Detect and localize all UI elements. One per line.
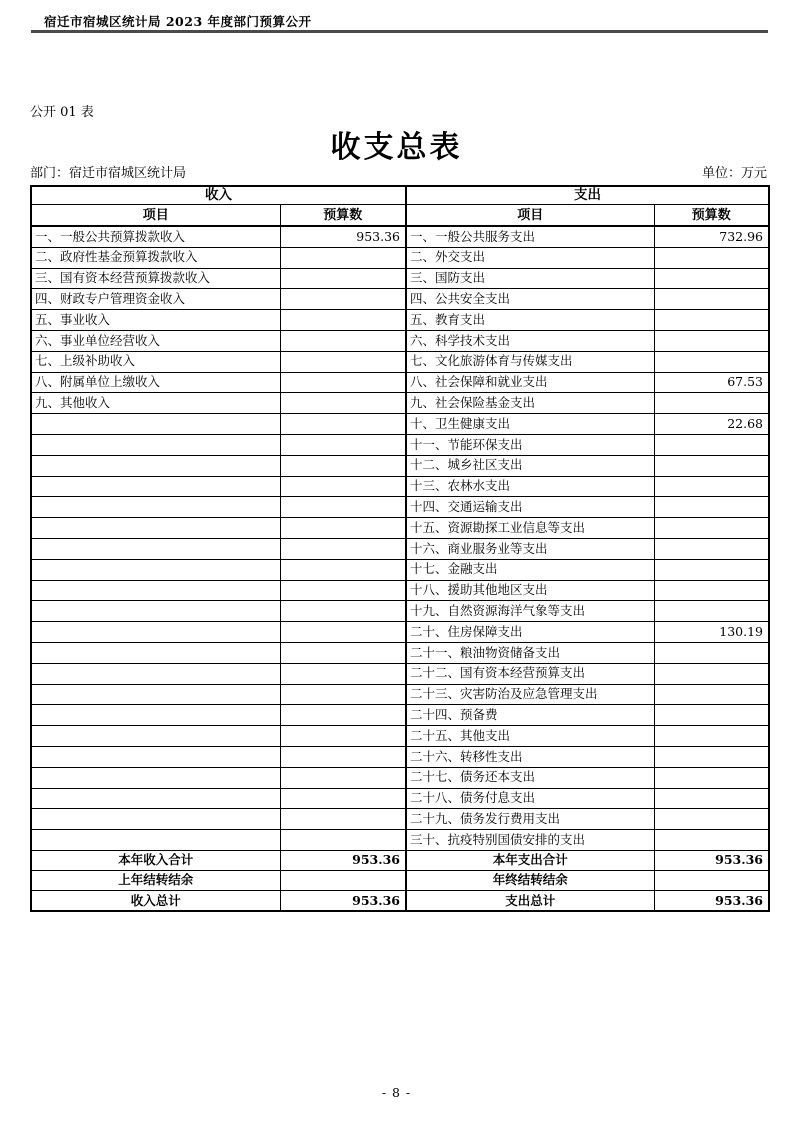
table-row	[31, 788, 769, 809]
expense-budget-cell	[654, 289, 769, 310]
expense-budget-cell: 67.53	[654, 372, 769, 393]
table-row	[31, 684, 769, 705]
income-total-label-cell: 本年收入合计	[31, 850, 280, 870]
table-row	[31, 247, 769, 268]
document-header-text: 宿迁市宿城区统计局 2023 年度部门预算公开	[44, 14, 312, 29]
meta-row	[30, 162, 767, 181]
table-row	[31, 310, 769, 331]
table-row	[31, 476, 769, 497]
expense-item-cell: 八、社会保障和就业支出	[406, 372, 654, 393]
expense-item-cell: 二十三、灾害防治及应急管理支出	[406, 684, 654, 705]
expense-item-cell: 四、公共安全支出	[406, 289, 654, 310]
table-total-row	[31, 850, 769, 870]
income-budget-cell	[280, 289, 406, 310]
expense-budget-cell	[654, 518, 769, 539]
expense-item-cell: 一、一般公共服务支出	[406, 226, 654, 247]
expense-budget-cell	[654, 580, 769, 601]
income-item-column-header: 项目	[31, 205, 280, 227]
income-total-value-cell: 953.36	[280, 891, 406, 912]
income-budget-cell	[280, 330, 406, 351]
expense-item-cell: 三、国防支出	[406, 268, 654, 289]
table-row	[31, 809, 769, 830]
expense-budget-cell	[654, 559, 769, 580]
section-header-row	[31, 186, 769, 205]
expense-item-cell: 二十八、债务付息支出	[406, 788, 654, 809]
income-budget-cell	[280, 663, 406, 684]
expense-budget-column-header: 预算数	[654, 205, 769, 227]
expense-item-cell: 二十七、债务还本支出	[406, 767, 654, 788]
expense-budget-cell	[654, 726, 769, 747]
income-item-cell: 三、国有资本经营预算拨款收入	[31, 268, 280, 289]
table-row	[31, 497, 769, 518]
income-budget-cell	[280, 414, 406, 435]
income-item-cell: 四、财政专户管理资金收入	[31, 289, 280, 310]
income-item-cell	[31, 434, 280, 455]
expense-item-cell: 十四、交通运输支出	[406, 497, 654, 518]
expense-budget-cell	[654, 767, 769, 788]
expense-item-cell: 十七、金融支出	[406, 559, 654, 580]
expense-item-cell: 二十四、预备费	[406, 705, 654, 726]
income-budget-cell	[280, 538, 406, 559]
expense-budget-cell	[654, 434, 769, 455]
expense-total-value-cell: 953.36	[654, 891, 769, 912]
expense-item-cell: 六、科学技术支出	[406, 330, 654, 351]
income-total-label-cell: 收入总计	[31, 891, 280, 912]
income-item-cell: 九、其他收入	[31, 393, 280, 414]
income-budget-cell	[280, 601, 406, 622]
department-label: 部门：宿迁市宿城区统计局	[30, 166, 187, 181]
table-row	[31, 601, 769, 622]
income-budget-cell	[280, 434, 406, 455]
table-row	[31, 642, 769, 663]
expense-item-cell: 十六、商业服务业等支出	[406, 538, 654, 559]
expense-budget-cell: 22.68	[654, 414, 769, 435]
income-item-cell: 七、上级补助收入	[31, 351, 280, 372]
income-item-cell: 六、事业单位经营收入	[31, 330, 280, 351]
income-item-cell	[31, 497, 280, 518]
expense-item-column-header: 项目	[406, 205, 654, 227]
income-budget-cell	[280, 497, 406, 518]
expense-item-cell: 七、文化旅游体育与传媒支出	[406, 351, 654, 372]
table-row	[31, 746, 769, 767]
income-budget-cell	[280, 351, 406, 372]
expense-item-cell: 十二、城乡社区支出	[406, 455, 654, 476]
income-item-cell	[31, 684, 280, 705]
income-total-value-cell: 953.36	[280, 850, 406, 870]
expense-budget-cell: 732.96	[654, 226, 769, 247]
table-row	[31, 538, 769, 559]
expense-total-value-cell	[654, 871, 769, 891]
table-row	[31, 767, 769, 788]
expense-item-cell: 九、社会保险基金支出	[406, 393, 654, 414]
table-row	[31, 726, 769, 747]
income-item-cell	[31, 538, 280, 559]
expense-budget-cell	[654, 601, 769, 622]
income-item-cell	[31, 601, 280, 622]
income-budget-cell	[280, 247, 406, 268]
budget-summary-table	[30, 185, 770, 912]
income-item-cell	[31, 746, 280, 767]
table-row	[31, 580, 769, 601]
income-budget-cell	[280, 310, 406, 331]
income-budget-cell	[280, 809, 406, 830]
table-row	[31, 434, 769, 455]
expense-budget-cell	[654, 788, 769, 809]
expense-item-cell: 十三、农林水支出	[406, 476, 654, 497]
income-total-value-cell	[280, 871, 406, 891]
table-row	[31, 622, 769, 643]
income-budget-cell	[280, 476, 406, 497]
page-title: 收支总表	[330, 130, 463, 165]
expense-total-label-cell: 年终结转结余	[406, 871, 654, 891]
expense-budget-cell	[654, 351, 769, 372]
expense-budget-cell	[654, 455, 769, 476]
expense-item-cell: 二十六、转移性支出	[406, 746, 654, 767]
expense-item-cell: 二、外交支出	[406, 247, 654, 268]
income-budget-cell	[280, 559, 406, 580]
expense-item-cell: 二十二、国有资本经营预算支出	[406, 663, 654, 684]
expense-budget-cell	[654, 247, 769, 268]
income-budget-cell	[280, 684, 406, 705]
income-item-cell	[31, 788, 280, 809]
table-row	[31, 414, 769, 435]
expense-budget-cell	[654, 330, 769, 351]
income-item-cell	[31, 830, 280, 851]
expense-budget-cell	[654, 310, 769, 331]
income-budget-cell	[280, 268, 406, 289]
table-row	[31, 393, 769, 414]
table-total-row	[31, 871, 769, 891]
income-item-cell	[31, 809, 280, 830]
income-item-cell	[31, 622, 280, 643]
expense-item-cell: 二十、住房保障支出	[406, 622, 654, 643]
table-row	[31, 372, 769, 393]
income-item-cell	[31, 705, 280, 726]
income-item-cell	[31, 518, 280, 539]
income-item-cell: 五、事业收入	[31, 310, 280, 331]
expense-total-label-cell: 支出总计	[406, 891, 654, 912]
income-budget-column-header: 预算数	[280, 205, 406, 227]
table-number-label: 公开 01 表	[30, 105, 94, 120]
table-row	[31, 705, 769, 726]
income-budget-cell: 953.36	[280, 226, 406, 247]
expense-budget-cell	[654, 538, 769, 559]
expense-budget-cell	[654, 809, 769, 830]
income-total-label-cell: 上年结转结余	[31, 871, 280, 891]
expense-budget-cell	[654, 663, 769, 684]
expense-budget-cell	[654, 830, 769, 851]
expense-item-cell: 十八、援助其他地区支出	[406, 580, 654, 601]
expense-item-cell: 二十九、债务发行费用支出	[406, 809, 654, 830]
expense-item-cell: 二十一、粮油物资储备支出	[406, 642, 654, 663]
income-item-cell	[31, 559, 280, 580]
income-budget-cell	[280, 642, 406, 663]
table-row	[31, 289, 769, 310]
income-budget-cell	[280, 788, 406, 809]
income-budget-cell	[280, 767, 406, 788]
income-item-cell	[31, 726, 280, 747]
expense-budget-cell: 130.19	[654, 622, 769, 643]
income-budget-cell	[280, 705, 406, 726]
income-budget-cell	[280, 726, 406, 747]
income-budget-cell	[280, 830, 406, 851]
income-item-cell	[31, 455, 280, 476]
income-item-cell	[31, 414, 280, 435]
expense-item-cell: 三十、抗疫特别国债安排的支出	[406, 830, 654, 851]
expense-item-cell: 十九、自然资源海洋气象等支出	[406, 601, 654, 622]
header-rule	[31, 30, 768, 33]
income-item-cell: 八、附属单位上缴收入	[31, 372, 280, 393]
unit-label: 单位：万元	[701, 166, 767, 181]
income-budget-cell	[280, 746, 406, 767]
expense-item-cell: 十一、节能环保支出	[406, 434, 654, 455]
column-header-row	[31, 205, 769, 227]
expense-budget-cell	[654, 746, 769, 767]
income-section-header: 收入	[31, 186, 406, 205]
expense-budget-cell	[654, 476, 769, 497]
income-item-cell	[31, 580, 280, 601]
income-budget-cell	[280, 580, 406, 601]
expense-budget-cell	[654, 393, 769, 414]
income-budget-cell	[280, 372, 406, 393]
expense-total-value-cell: 953.36	[654, 850, 769, 870]
income-budget-cell	[280, 622, 406, 643]
table-row	[31, 518, 769, 539]
expense-budget-cell	[654, 705, 769, 726]
income-budget-cell	[280, 518, 406, 539]
table-row	[31, 268, 769, 289]
table-row	[31, 455, 769, 476]
table-row	[31, 559, 769, 580]
expense-section-header: 支出	[406, 186, 769, 205]
expense-item-cell: 二十五、其他支出	[406, 726, 654, 747]
income-item-cell	[31, 663, 280, 684]
page-number: - 8 -	[381, 1085, 412, 1100]
income-item-cell	[31, 767, 280, 788]
income-item-cell: 一、一般公共预算拨款收入	[31, 226, 280, 247]
table-total-row	[31, 891, 769, 912]
income-budget-cell	[280, 393, 406, 414]
expense-budget-cell	[654, 684, 769, 705]
income-item-cell	[31, 476, 280, 497]
income-item-cell	[31, 642, 280, 663]
table-row	[31, 351, 769, 372]
table-row	[31, 226, 769, 247]
expense-budget-cell	[654, 642, 769, 663]
expense-item-cell: 五、教育支出	[406, 310, 654, 331]
expense-budget-cell	[654, 268, 769, 289]
expense-item-cell: 十、卫生健康支出	[406, 414, 654, 435]
income-budget-cell	[280, 455, 406, 476]
expense-total-label-cell: 本年支出合计	[406, 850, 654, 870]
income-item-cell: 二、政府性基金预算拨款收入	[31, 247, 280, 268]
table-row	[31, 830, 769, 851]
table-row	[31, 663, 769, 684]
table-row	[31, 330, 769, 351]
expense-budget-cell	[654, 497, 769, 518]
table-body	[31, 226, 769, 911]
expense-item-cell: 十五、资源勘探工业信息等支出	[406, 518, 654, 539]
